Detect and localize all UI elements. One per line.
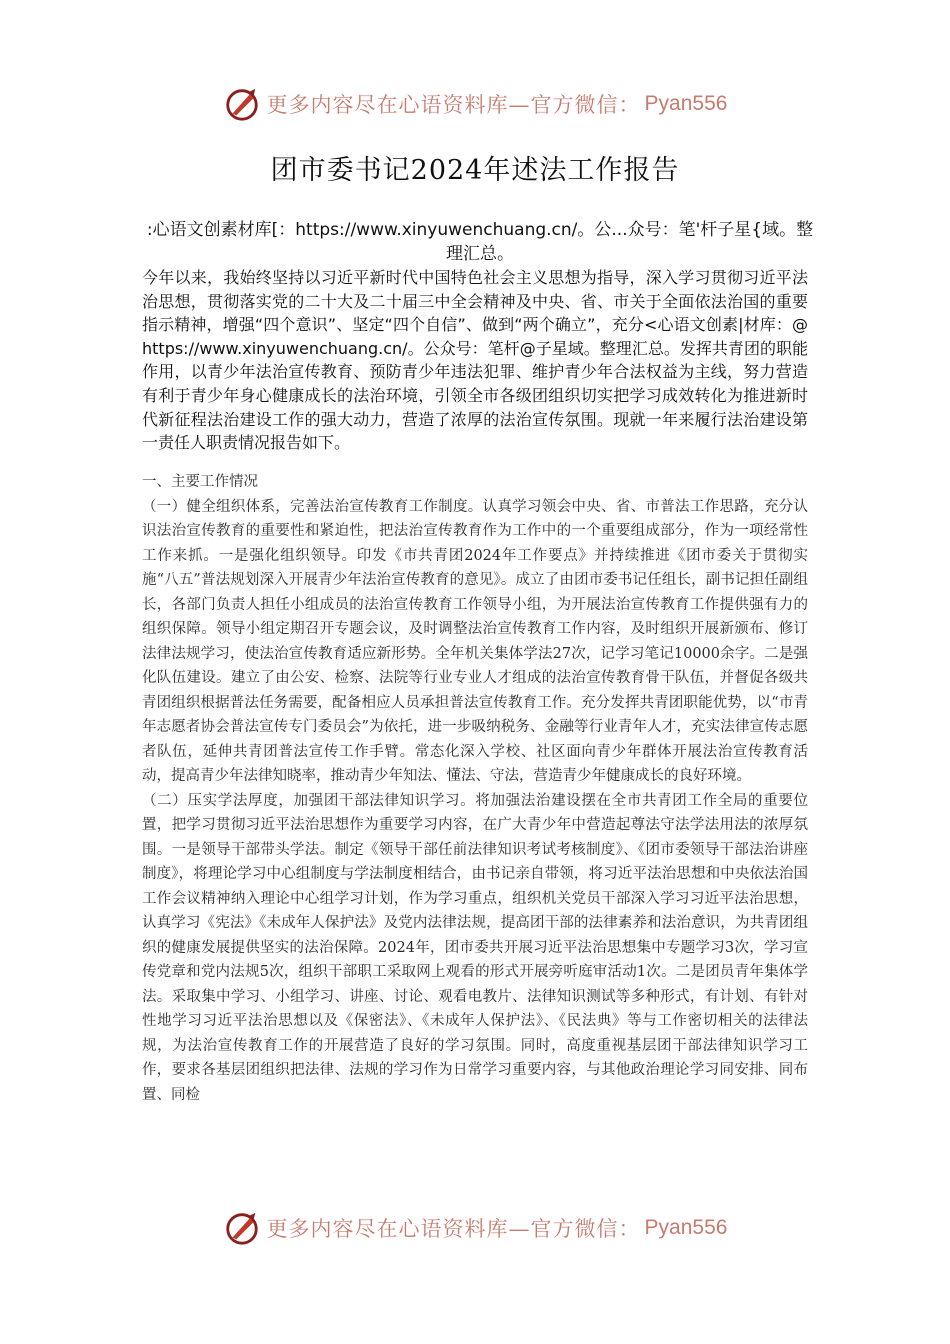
page-title: 团市委书记2024年述法工作报告	[270, 155, 680, 186]
banner-text: 更多内容尽在心语资料库—官方微信：	[266, 93, 641, 117]
section-heading: 一、主要工作情况	[142, 474, 258, 490]
brand-logo-icon	[223, 85, 261, 123]
banner-wechat-id: Pyan556	[644, 92, 728, 115]
report-body	[142, 470, 808, 1107]
top-banner	[0, 82, 950, 126]
intro-paragraph: 今年以来，我始终坚持以习近平新时代中国特色社会主义思想为指导，深入学习贯彻习近平法治思想，贯彻落实党的二十大及二十届三中全会精神及中央、省、市关于全面依法治国的重要指示精神，增强“四个意识”、坚定“四个自信”、做到“两个确立”，充分<心语文创素|材库：@https://www.xinyuwenchuang.cn/。公众号：笔杆@子星域。整理汇总。发挥共青团的职能作用，以青少年法治宣传教育、预防青少年违法犯罪、维护青少年合法权益为主线，努力营造有利于青少年身心健康成长的法治环境，引领全市各级团组织切实把学习成效转化为推进新时代新征程法治建设工作的强大动力，营造了浓厚的法治宣传氛围。现就一年来履行法治建设第一责任人职责情况报告如下。	[142, 268, 808, 453]
brand-logo-icon	[223, 1209, 261, 1247]
bottom-banner	[0, 1206, 950, 1250]
paragraph-organization: （一）健全组织体系，完善法治宣传教育工作制度。认真学习领会中央、省、市普法工作思路，充分认识法治宣传教育的重要性和紧迫性，把法治宣传教育作为工作中的一个重要组成部分，作为一项经常性工作来抓。一是强化组织领导。印发《市共青团2024年工作要点》并持续推进《团市委关于贯彻实施“八五”普法规划深入开展青少年法治宣传教育的意见》。成立了由团市委书记任组长，副书记担任副组长，各部门负责人担任小组成员的法治宣传教育工作领导小组，为开展法治宣传教育工作提供强有力的组织保障。领导小组定期召开专题会议，及时调整法治宣传教育工作内容，及时组织开展新颁布、修订法律法规学习，使法治宣传教育适应新形势。全年机关集体学法27次，记学习笔记10000余字。二是强化队伍建设。建立了由公安、检察、法院等行业专业人才组成的法治宣传教育骨干队伍，并督促各级共青团组织根据普法任务需要，配备相应人员承担普法宣传教育工作。充分发挥共青团职能优势，以“市青年志愿者协会普法宣传专门委员会”为依托，进一步吸纳税务、金融等行业青年人才，充实法律宣传志愿者队伍，延伸共青团普法宣传工作手臂。常态化深入学校、社区面向青少年群体开展法治宣传教育活动，提高青少年法律知晓率，推动青少年知法、懂法、守法，营造青少年健康成长的良好环境。	[142, 498, 808, 784]
banner-text: 更多内容尽在心语资料库—官方微信：	[266, 1217, 641, 1241]
banner-wechat-id: Pyan556	[644, 1216, 728, 1239]
source-notice: :心语文创素材库[：https://www.xinyuwenchuang.cn/。公...众号：笔'杆子星{域。整理汇总。	[146, 220, 814, 264]
paragraph-law-study: （二）压实学法厚度，加强团干部法律知识学习。将加强法治建设摆在全市共青团工作全局的重要位置，把学习贯彻习近平法治思想作为重要学习内容，在广大青少年中营造起尊法守法学法用法的浓厚氛围。一是领导干部带头学法。制定《领导干部任前法律知识考试考核制度》、《团市委领导干部法治讲座制度》，将理论学习中心组制度与学法制度相结合，由书记亲自带领，将习近平法治思想和中央依法治国工作会议精神纳入理论中心组学习计划，作为学习重点，组织机关党员干部深入学习习近平法治思想，认真学习《宪法》《未成年人保护法》及党内法律法规，提高团干部的法律素养和法治意识，为共青团组织的健康发展提供坚实的法治保障。2024年，团市委共开展习近平法治思想集中专题学习3次，学习宣传党章和党内法规5次，组织干部职工采取网上观看的形式开展旁听庭审活动1次。二是团员青年集体学法。采取集中学习、小组学习、讲座、讨论、观看电教片、法律知识测试等多种形式，有计划、有针对性地学习习近平法治思想以及《保密法》、《未成年人保护法》、《民法典》等与工作密切相关的法律法规，为法治宣传教育工作的开展营造了良好的学习氛围。同时，高度重视基层团干部法律知识学习工作，要求各基层团组织把法律、法规的学习作为日常学习重要内容，与其他政治理论学习同安排、同布置、同检	[142, 792, 808, 1103]
